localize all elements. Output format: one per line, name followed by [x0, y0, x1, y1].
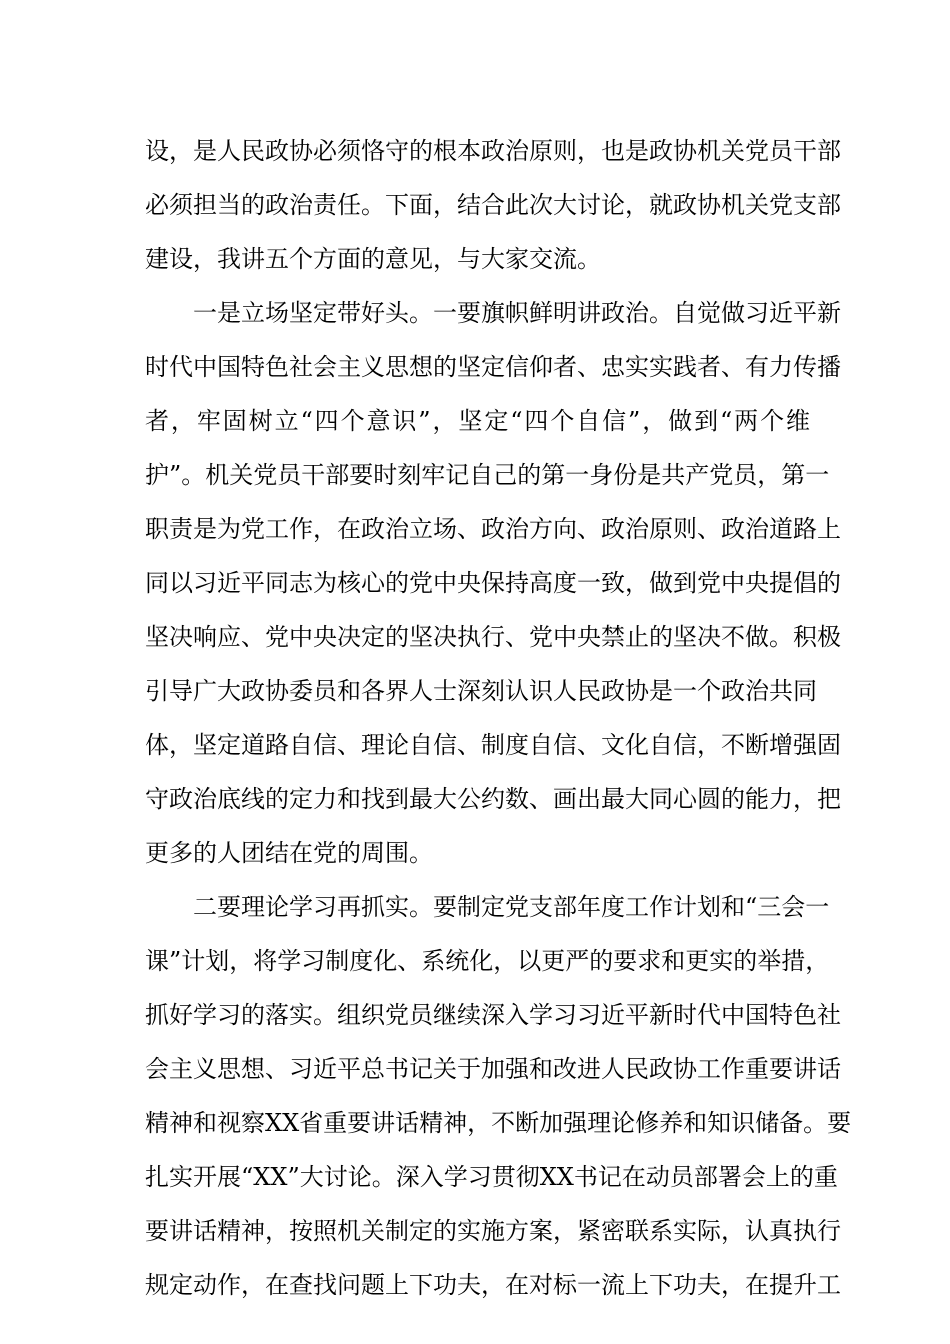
text-line: 会主义思想、习近平总书记关于加强和改进人民政协工作重要讲话	[145, 1055, 841, 1083]
text-line: 守政治底线的定力和找到最大公约数、画出最大同心圆的能力，把	[145, 785, 841, 813]
text-line: 引导广大政协委员和各界人士深刻认识人民政协是一个政治共同	[145, 677, 817, 705]
text-line: 精神和视察XX省重要讲话精神，不断加强理论修养和知识储备。要	[145, 1109, 852, 1137]
text-line: 建设，我讲五个方面的意见，与大家交流。	[145, 245, 601, 273]
text-line: 同以习近平同志为核心的党中央保持高度一致，做到党中央提倡的	[145, 569, 841, 597]
text-line: 要讲话精神，按照机关制定的实施方案，紧密联系实际，认真执行	[145, 1217, 841, 1245]
paragraph-start-line: 二要理论学习再抓实。要制定党支部年度工作计划和“三会一	[193, 893, 830, 921]
text-line: 抓好学习的落实。组织党员继续深入学习习近平新时代中国特色社	[145, 1001, 841, 1029]
paragraph-start-line: 一是立场坚定带好头。一要旗帜鲜明讲政治。自觉做习近平新	[193, 299, 841, 327]
text-line: 课”计划，将学习制度化、系统化，以更严的要求和更实的举措，	[145, 947, 830, 975]
document-body	[145, 124, 852, 1312]
text-line: 坚决响应、党中央决定的坚决执行、党中央禁止的坚决不做。积极	[145, 623, 841, 651]
text-line: 职责是为党工作，在政治立场、政治方向、政治原则、政治道路上	[145, 515, 841, 543]
text-line: 更多的人团结在党的周围。	[145, 839, 433, 867]
text-line: 护”。机关党员干部要时刻牢记自己的第一身份是共产党员，第一	[145, 461, 830, 489]
text-line: 规定动作，在查找问题上下功夫，在对标一流上下功夫，在提升工	[145, 1271, 841, 1299]
text-line: 者，牢固树立“四个意识”，坚定“四个自信”，做到“两个维	[145, 407, 810, 435]
text-line: 必须担当的政治责任。下面，结合此次大讨论，就政协机关党支部	[145, 191, 841, 219]
text-line: 体，坚定道路自信、理论自信、制度自信、文化自信，不断增强固	[145, 731, 841, 759]
text-line: 设，是人民政协必须恪守的根本政治原则，也是政协机关党员干部	[145, 137, 841, 165]
text-line: 时代中国特色社会主义思想的坚定信仰者、忠实实践者、有力传播	[145, 353, 841, 381]
text-line: 扎实开展“XX”大讨论。深入学习贯彻XX书记在动员部署会上的重	[145, 1163, 838, 1191]
